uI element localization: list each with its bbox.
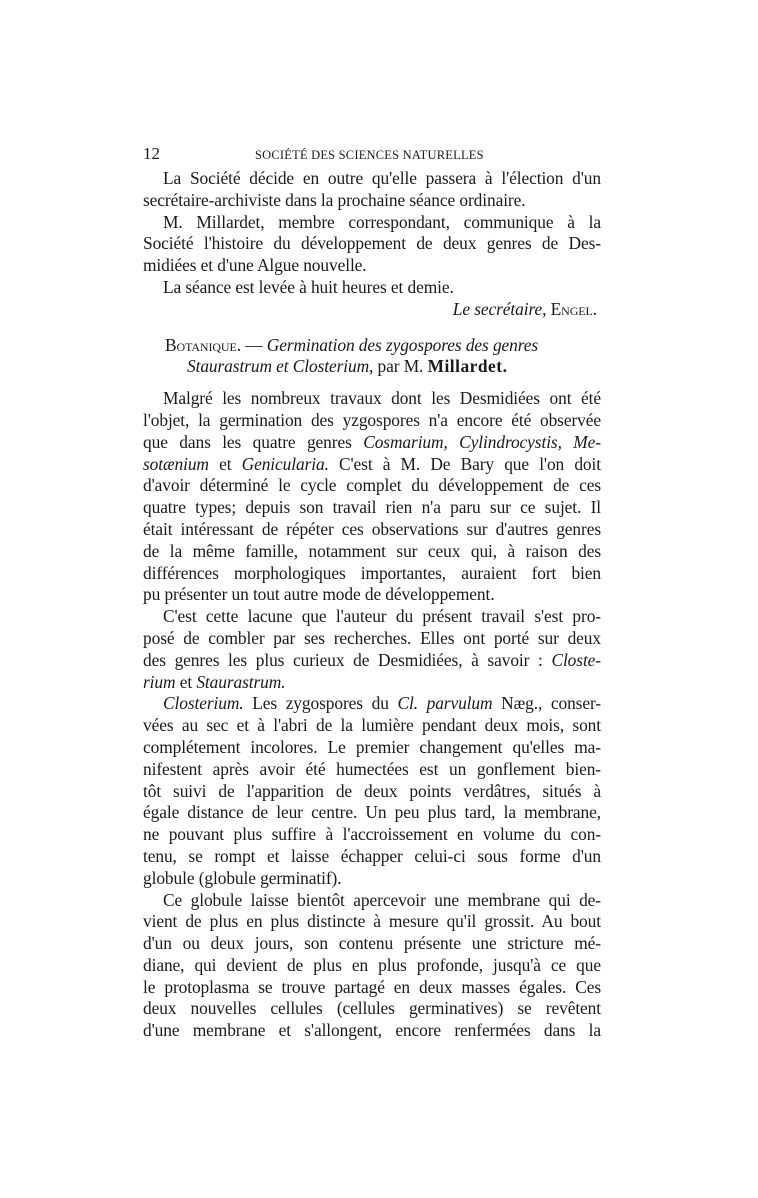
text-line: C'est cette lacune que l'auteur du présent travail s'est pro- <box>163 606 601 627</box>
text-line: d'un ou deux jours, son contenu présente une stricture mé- <box>143 933 601 954</box>
italic-run: rium <box>143 671 176 692</box>
section-title-by: , par M. <box>369 356 424 377</box>
text-line: midiées et d'une Algue nouvelle. <box>143 255 367 276</box>
text-run: et <box>179 671 193 692</box>
text-line: d'avoir déterminé le cycle complet du développement de ces <box>143 475 601 496</box>
text-line: pu présenter un tout autre mode de développement. <box>143 584 495 605</box>
body-text <box>143 168 601 1042</box>
section-rubric: Botanique. — <box>165 334 263 355</box>
text-line: tenu, se rompt et laisse échapper celui-ci sous forme d'un <box>143 845 601 866</box>
italic-run: Cosmarium, Cylindrocystis, Me- <box>363 431 601 452</box>
text-run: que dans les quatre genres <box>143 431 352 452</box>
text-line: complétement incolores. Le premier changement qu'elles ma- <box>143 736 601 757</box>
text-line: quatre types; depuis son travail rien n'a paru sur ce sujet. Il <box>143 497 601 518</box>
text-line: Malgré les nombreux travaux dont les Desmidiées ont été <box>163 388 601 409</box>
section-gap <box>143 321 601 335</box>
italic-run: Cl. parvulum <box>397 693 493 714</box>
signature-line <box>143 299 601 321</box>
text-line: le protoplasma se trouve partagé en deux masses égales. Ces <box>143 976 601 997</box>
italic-run: Closterium. <box>163 693 244 714</box>
text-line: Ce globule laisse bientôt apercevoir une membrane qui de- <box>163 889 601 910</box>
text-line: La Société décide en outre qu'elle passera à l'élection d'un <box>163 168 601 188</box>
text-line: La séance est levée à huit heures et demie. <box>163 276 454 297</box>
text-line: de la même famille, notamment sur ceux qui, à raison des <box>143 540 601 561</box>
text-run: Les zygospores du <box>252 693 389 714</box>
text-line: l'objet, la germination des yzgospores n'a encore été observée <box>143 409 601 430</box>
text-line: différences morphologiques importantes, auraient fort bien <box>143 562 601 583</box>
italic-run: Staurastrum. <box>196 671 286 692</box>
signature-name: Engel. <box>550 298 597 319</box>
section-title-line-1 <box>143 335 601 357</box>
text-line: d'une membrane et s'allongent, encore renfermées dans la <box>143 1020 601 1041</box>
section-title-genera: Staurastrum et Closterium <box>187 356 370 377</box>
text-line <box>143 693 601 715</box>
text-line: Société l'histoire du développement de deux genres de Des- <box>143 233 601 254</box>
text-line <box>143 650 601 672</box>
page-number: 12 <box>143 144 160 163</box>
italic-run: Closte- <box>551 649 601 670</box>
text-line <box>143 672 601 694</box>
text-line: vient de plus en plus distincte à mesure qu'il grossit. Au bout <box>143 911 601 932</box>
text-line: secrétaire-archiviste dans la prochaine séance ordinaire. <box>143 189 526 210</box>
running-title: SOCIÉTÉ DES SCIENCES NATURELLES <box>255 148 484 162</box>
text-run: des genres les plus curieux de Desmidiées, à savoir : <box>143 649 543 670</box>
text-line: égale distance de leur centre. Un peu plus tard, la membrane, <box>143 802 601 823</box>
section-author: Millardet. <box>427 356 508 377</box>
text-line: tôt suivi de l'apparition de deux points verdâtres, situés à <box>143 780 601 801</box>
section-gap <box>143 378 601 388</box>
text-line: deux nouvelles cellules (cellules germinatives) se revêtent <box>143 998 601 1019</box>
section-title: Germination des zygospores des genres <box>266 334 539 355</box>
italic-run: sotænium <box>143 453 209 474</box>
section-title-line-2 <box>143 356 601 378</box>
text-line: était intéressant de répéter ces observations sur d'autres genres <box>143 518 601 539</box>
text-run: Næg., conser- <box>501 693 602 714</box>
text-line: diane, qui devient de plus en plus profonde, jusqu'à ce que <box>143 954 601 975</box>
text-run: et <box>219 453 232 474</box>
text-line: globule (globule germinatif). <box>143 867 342 888</box>
text-line: ne pouvant plus suffire à l'accroissement en volume du con- <box>143 824 601 845</box>
text-line <box>143 454 601 476</box>
italic-run: Genicularia. <box>241 453 329 474</box>
text-line: posé de combler par ses recherches. Elles ont porté sur deux <box>143 627 601 648</box>
text-line <box>143 432 601 454</box>
text-line: vées au sec et à l'abri de la lumière pendant deux mois, sont <box>143 715 601 736</box>
text-line: M. Millardet, membre correspondant, communique à la <box>163 211 601 232</box>
text-run: C'est à M. De Bary que l'on doit <box>339 453 601 474</box>
signature-role: Le secrétaire, <box>452 298 547 319</box>
text-line: nifestent après avoir été humectées est un gonflement bien- <box>143 758 601 779</box>
